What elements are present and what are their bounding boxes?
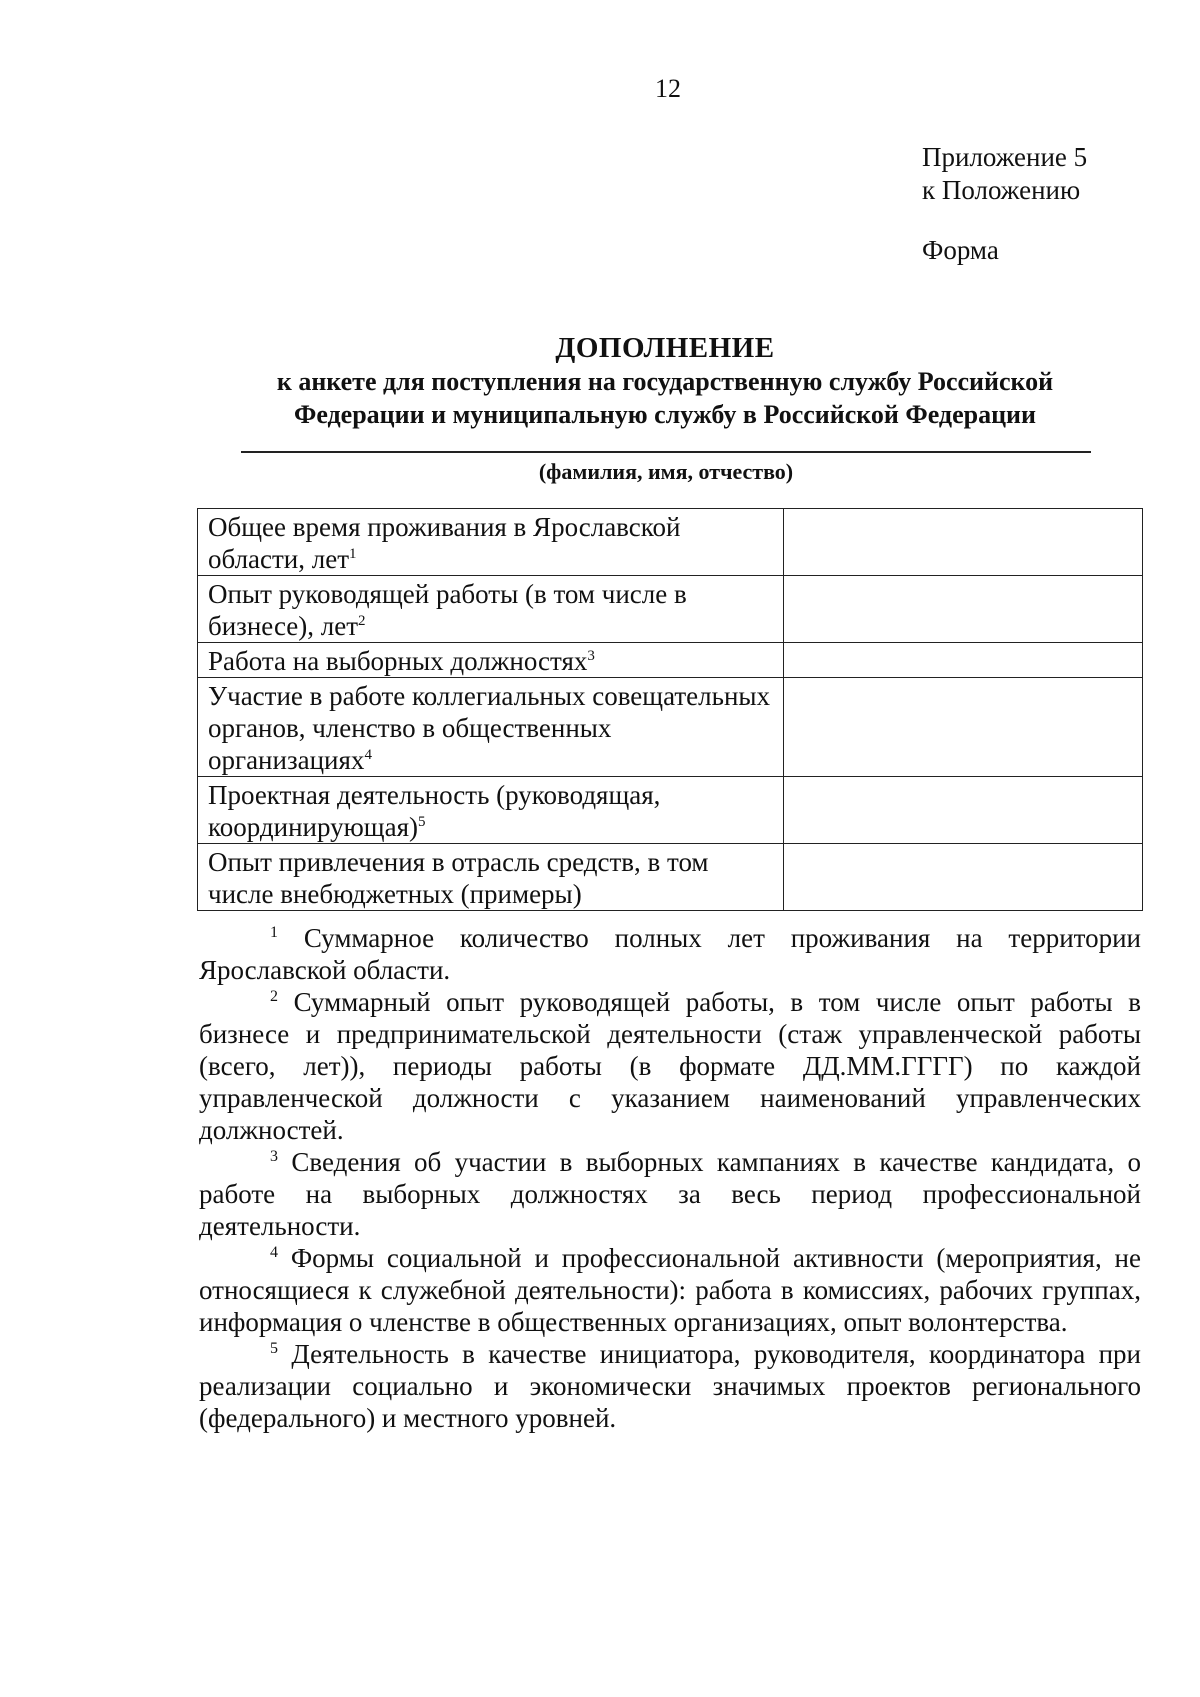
footnote-item: [199, 1242, 1141, 1338]
table-row: [198, 777, 1143, 844]
footnote-text: Сведения об участии в выборных кампаниях в качестве кандидата, о работе на выборных должностях за весь период профессиональной деятельности.: [199, 1147, 1141, 1241]
row-label-cell: [198, 844, 784, 911]
table-row: [198, 844, 1143, 911]
footnote-item: [199, 1146, 1141, 1242]
footnote-text: Суммарный опыт руководящей работы, в том числе опыт работы в бизнесе и предпринимательской деятельности (стаж управленческой работы (всего, лет)), периоды работы (в формате ДД.ММ.ГГГГ) по каждой управленческой должности с указанием наименований управленческих должностей.: [199, 987, 1142, 1145]
footnote-mark: 1: [349, 546, 357, 562]
annex-line-2: к Положению: [922, 175, 1081, 205]
row-value-cell[interactable]: [784, 576, 1143, 643]
footnote-text: Суммарное количество полных лет проживания на территории Ярославской области.: [199, 923, 1141, 985]
footnote-number: 5: [270, 1340, 278, 1357]
footnote-mark: 3: [587, 648, 595, 664]
title-main: ДОПОЛНЕНИЕ: [555, 332, 775, 364]
row-label: Опыт руководящей работы (в том числе в бизнесе), лет: [208, 579, 687, 641]
row-label-cell: [198, 777, 784, 844]
footnote-item: [199, 986, 1141, 1146]
row-label-cell: [198, 509, 784, 576]
table-row: [198, 643, 1143, 678]
full-name-caption: (фамилия, имя, отчество): [538, 459, 794, 484]
title-subtitle: [200, 365, 1130, 431]
footnote-number: 4: [270, 1244, 278, 1261]
row-value-cell[interactable]: [784, 509, 1143, 576]
footnote-number: 1: [270, 924, 278, 941]
table-row: [198, 678, 1143, 777]
footnote-item: [199, 1338, 1141, 1434]
subtitle-line-1: к анкете для поступления на государственную службу Российской: [276, 367, 1054, 396]
table-row: [198, 576, 1143, 643]
row-label: Участие в работе коллегиальных совещательных органов, членство в общественных организациях: [208, 681, 771, 775]
row-label-cell: [198, 643, 784, 678]
table-row: [198, 509, 1143, 576]
footnote-mark: 5: [417, 814, 426, 830]
page-number: 12: [655, 74, 681, 103]
row-value-cell[interactable]: [784, 643, 1143, 678]
row-label: Общее время проживания в Ярославской области, лет: [208, 512, 681, 574]
row-value-cell[interactable]: [784, 678, 1143, 777]
footnote-number: 3: [270, 1148, 278, 1165]
row-label-cell: [198, 576, 784, 643]
row-label: Работа на выборных должностях: [208, 646, 588, 676]
annex-line-1: Приложение 5: [922, 142, 1088, 172]
row-value-cell[interactable]: [784, 844, 1143, 911]
addendum-table: [197, 508, 1143, 911]
footnote-item: [199, 922, 1141, 986]
row-label-cell: [198, 678, 784, 777]
footnote-mark: 4: [364, 747, 372, 763]
subtitle-line-2: Федерации и муниципальную службу в Российской Федерации: [293, 400, 1037, 429]
annex-reference: [922, 141, 1087, 207]
row-label: Проектная деятельность (руководящая, координирующая): [208, 780, 661, 842]
footnotes-section: [199, 922, 1141, 1434]
footnote-text: Деятельность в качестве инициатора, руководителя, координатора при реализации социально и экономически значимых проектов регионального (федерального) и местного уровней.: [199, 1339, 1142, 1433]
form-label: Форма: [922, 235, 999, 265]
footnote-text: Формы социальной и профессиональной активности (мероприятия, не относящиеся к служебной деятельности): работа в комиссиях, рабочих группах, информация о членстве в общественных организациях, опыт волонтерства.: [199, 1243, 1141, 1337]
footnote-number: 2: [270, 988, 278, 1005]
row-value-cell[interactable]: [784, 777, 1143, 844]
row-label: Опыт привлечения в отрасль средств, в том числе внебюджетных (примеры): [208, 847, 709, 909]
full-name-input-line[interactable]: [241, 451, 1091, 453]
footnote-mark: 2: [358, 613, 366, 629]
